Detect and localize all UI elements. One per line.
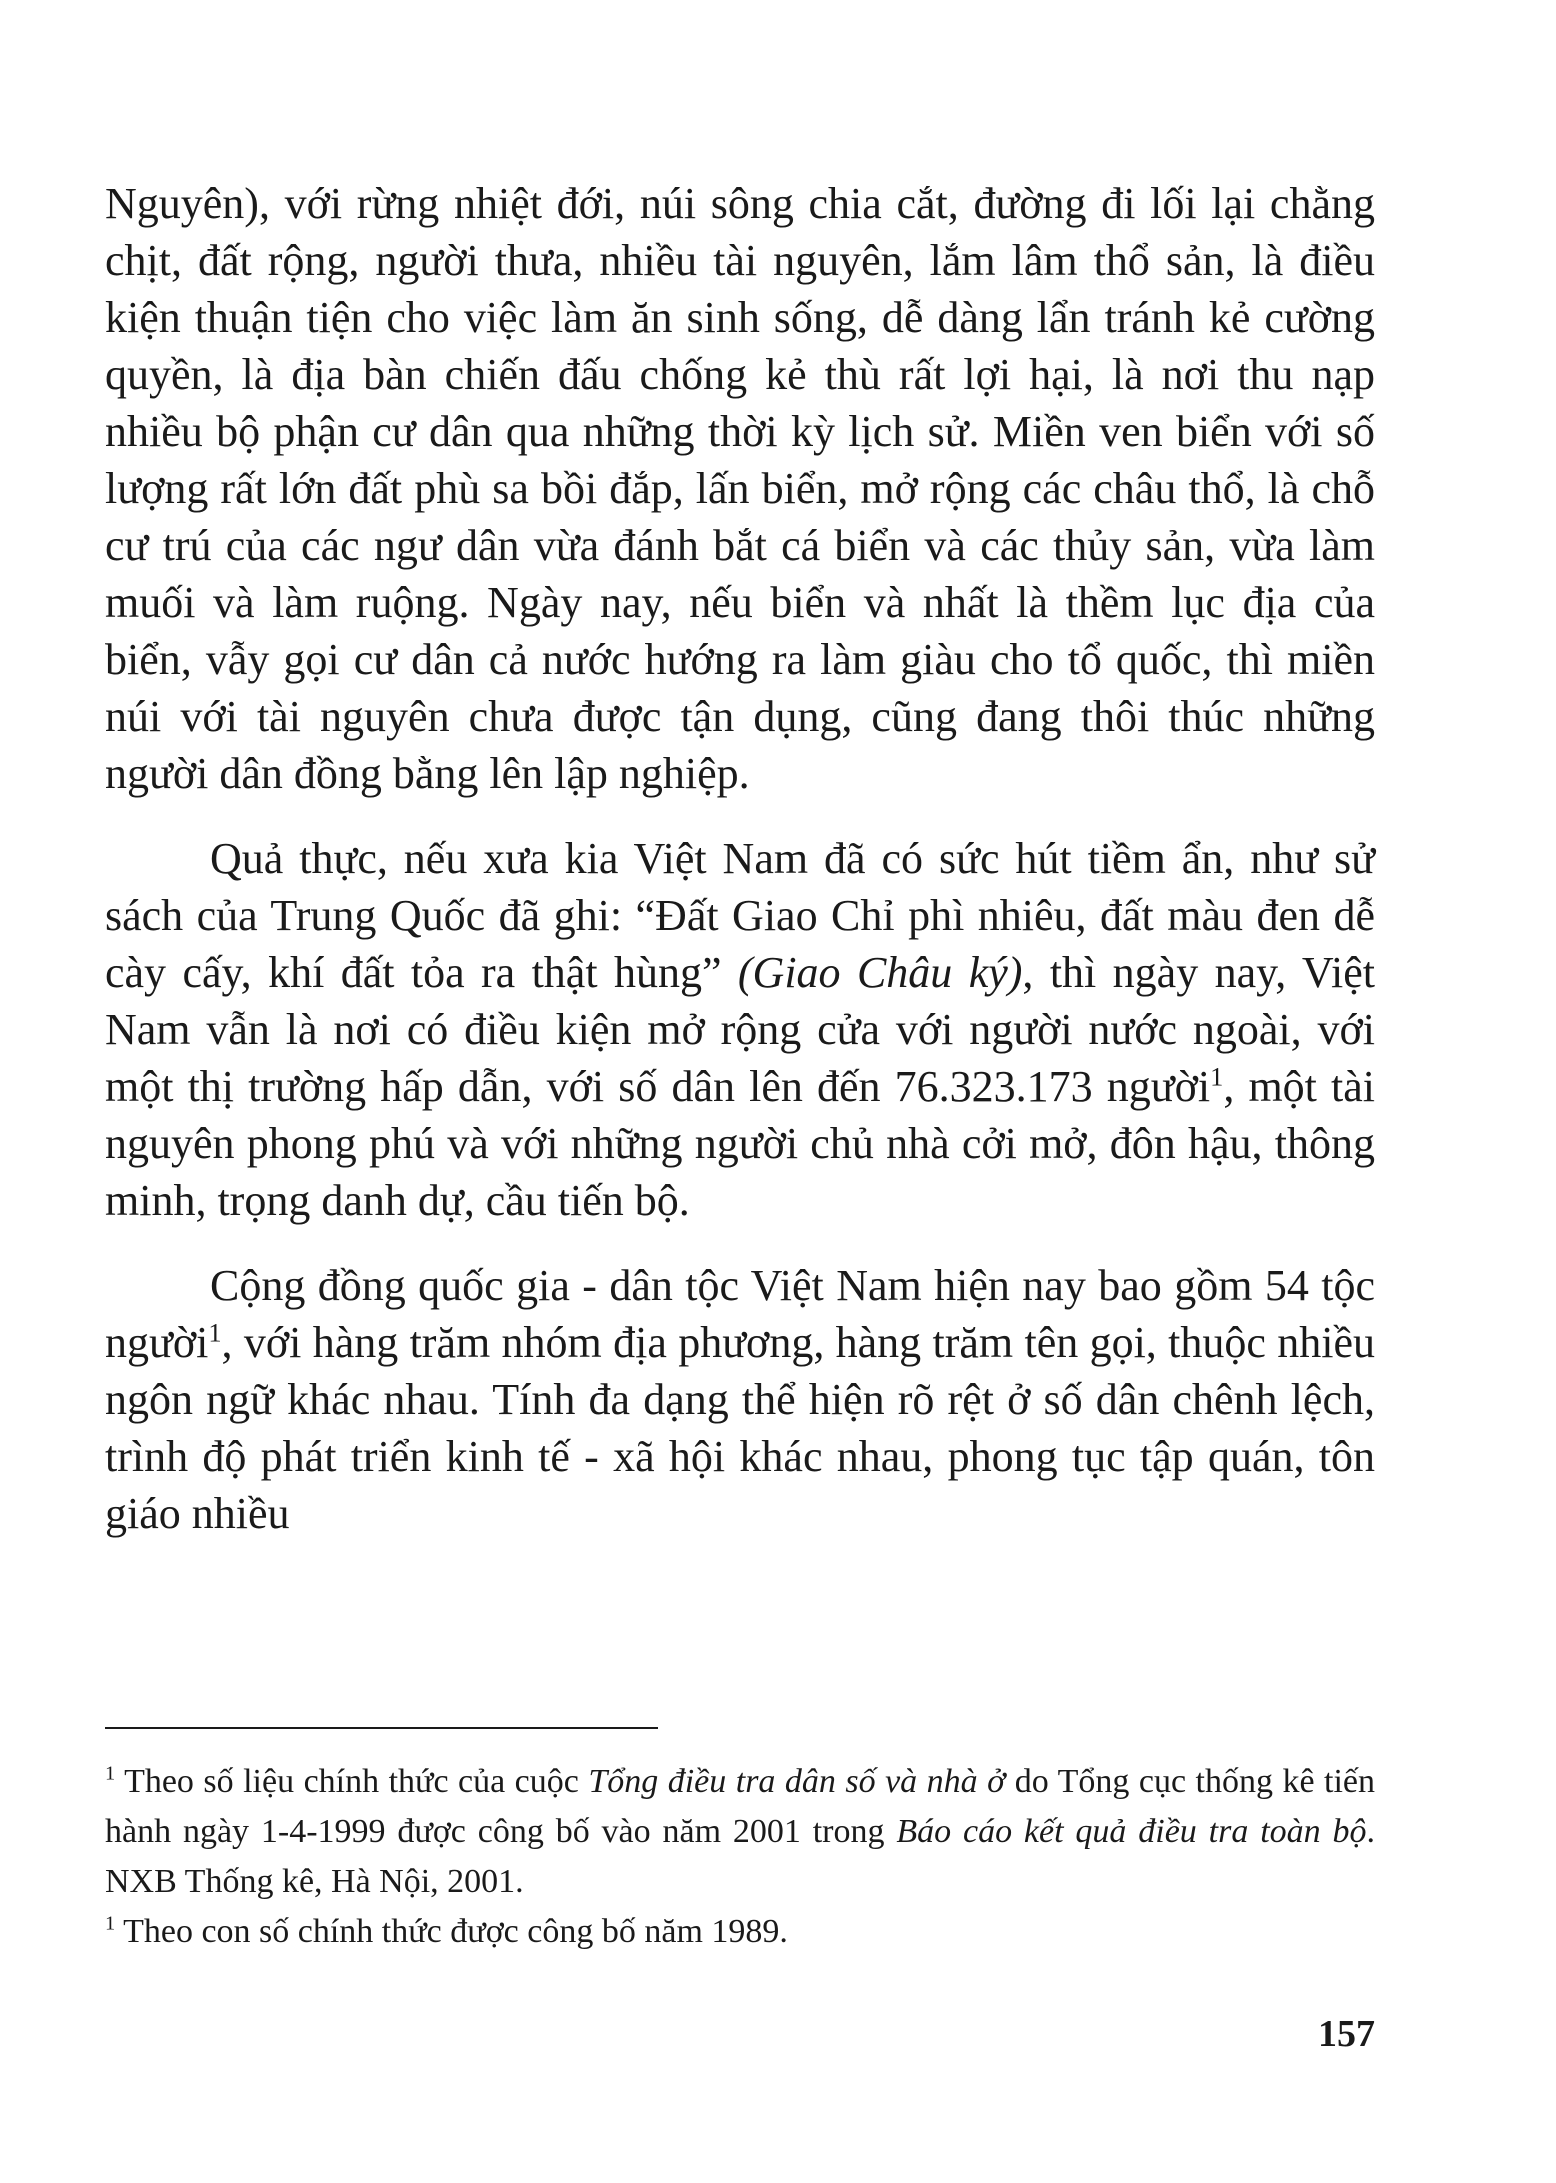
footnote-2	[105, 1907, 1375, 1957]
footnote-ref-1: 1	[1210, 1061, 1224, 1092]
footnotes	[105, 1757, 1375, 1957]
page-number: 157	[1318, 2013, 1375, 2055]
paragraph-3-text-a: Cộng đồng quốc gia - dân tộc Việt Nam hiện nay bao gồm 54 tộc người	[105, 1261, 1375, 1367]
footnote-ref-2: 1	[208, 1317, 222, 1348]
paragraph-2	[105, 830, 1375, 1229]
footnote-1-title-1: Tổng điều tra dân số và nhà ở	[588, 1763, 1006, 1800]
paragraph-1	[105, 175, 1375, 802]
paragraph-2-citation: (Giao Châu ký)	[737, 948, 1023, 997]
footnote-1-text-a: Theo số liệu chính thức của cuộc	[115, 1763, 589, 1800]
paragraph-2-text-b: , thì ngày nay, Việt Nam vẫn là nơi có điều kiện mở rộng cửa với người nước ngoài, với một thị trường hấp dẫn, với số dân lên đến 76.323.173 người	[105, 948, 1375, 1111]
footnote-1-marker: 1	[105, 1762, 116, 1785]
paragraph-1-text: Nguyên), với rừng nhiệt đới, núi sông chia cắt, đường đi lối lại chằng chịt, đất rộng, người thưa, nhiều tài nguyên, lắm lâm thổ sản, là điều kiện thuận tiện cho việc làm ăn sinh sống, dễ dàng lẩn tránh kẻ cường quyền, là địa bàn chiến đấu chống kẻ thù rất lợi hại, là nơi thu nạp nhiều bộ phận cư dân qua những thời kỳ lịch sử. Miền ven biển với số lượng rất lớn đất phù sa bồi đắp, lấn biển, mở rộng các châu thổ, là chỗ cư trú của các ngư dân vừa đánh bắt cá biển và các thủy sản, vừa làm muối và làm ruộng. Ngày nay, nếu biển và nhất là thềm lục địa của biển, vẫy gọi cư dân cả nước hướng ra làm giàu cho tổ quốc, thì miền núi với tài nguyên chưa được tận dụng, cũng đang thôi thúc những người dân đồng bằng lên lập nghiệp.	[105, 179, 1375, 798]
footnote-1	[105, 1757, 1375, 1907]
paragraph-3-text-b: , với hàng trăm nhóm địa phương, hàng trăm tên gọi, thuộc nhiều ngôn ngữ khác nhau. Tính đa dạng thể hiện rõ rệt ở số dân chênh lệch, trình độ phát triển kinh tế - xã hội khác nhau, phong tục tập quán, tôn giáo nhiều	[105, 1318, 1375, 1538]
footnote-2-marker: 1	[105, 1912, 116, 1935]
footnote-divider	[105, 1727, 658, 1729]
footnote-1-text-c: . NXB Thống kê, Hà Nội, 2001.	[105, 1813, 1375, 1900]
paragraph-2-text-a: Quả thực, nếu xưa kia Việt Nam đã có sức hút tiềm ẩn, như sử sách của Trung Quốc đã ghi: “Đất Giao Chỉ phì nhiêu, đất màu đen dễ cày cấy, khí đất tỏa ra thật hùng”	[105, 834, 1375, 997]
footnote-1-title-2: Báo cáo kết quả điều tra toàn bộ	[896, 1813, 1367, 1850]
footnote-2-text: Theo con số chính thức được công bố năm 1989.	[115, 1913, 788, 1950]
body-text	[105, 175, 1375, 1542]
footnote-1-text-b: do Tổng cục thống kê tiến hành ngày 1-4-1999 được công bố vào năm 2001 trong	[105, 1763, 1375, 1850]
paragraph-3	[105, 1257, 1375, 1542]
paragraph-2-text-c: , một tài nguyên phong phú và với những người chủ nhà cởi mở, đôn hậu, thông minh, trọng danh dự, cầu tiến bộ.	[105, 1062, 1375, 1225]
